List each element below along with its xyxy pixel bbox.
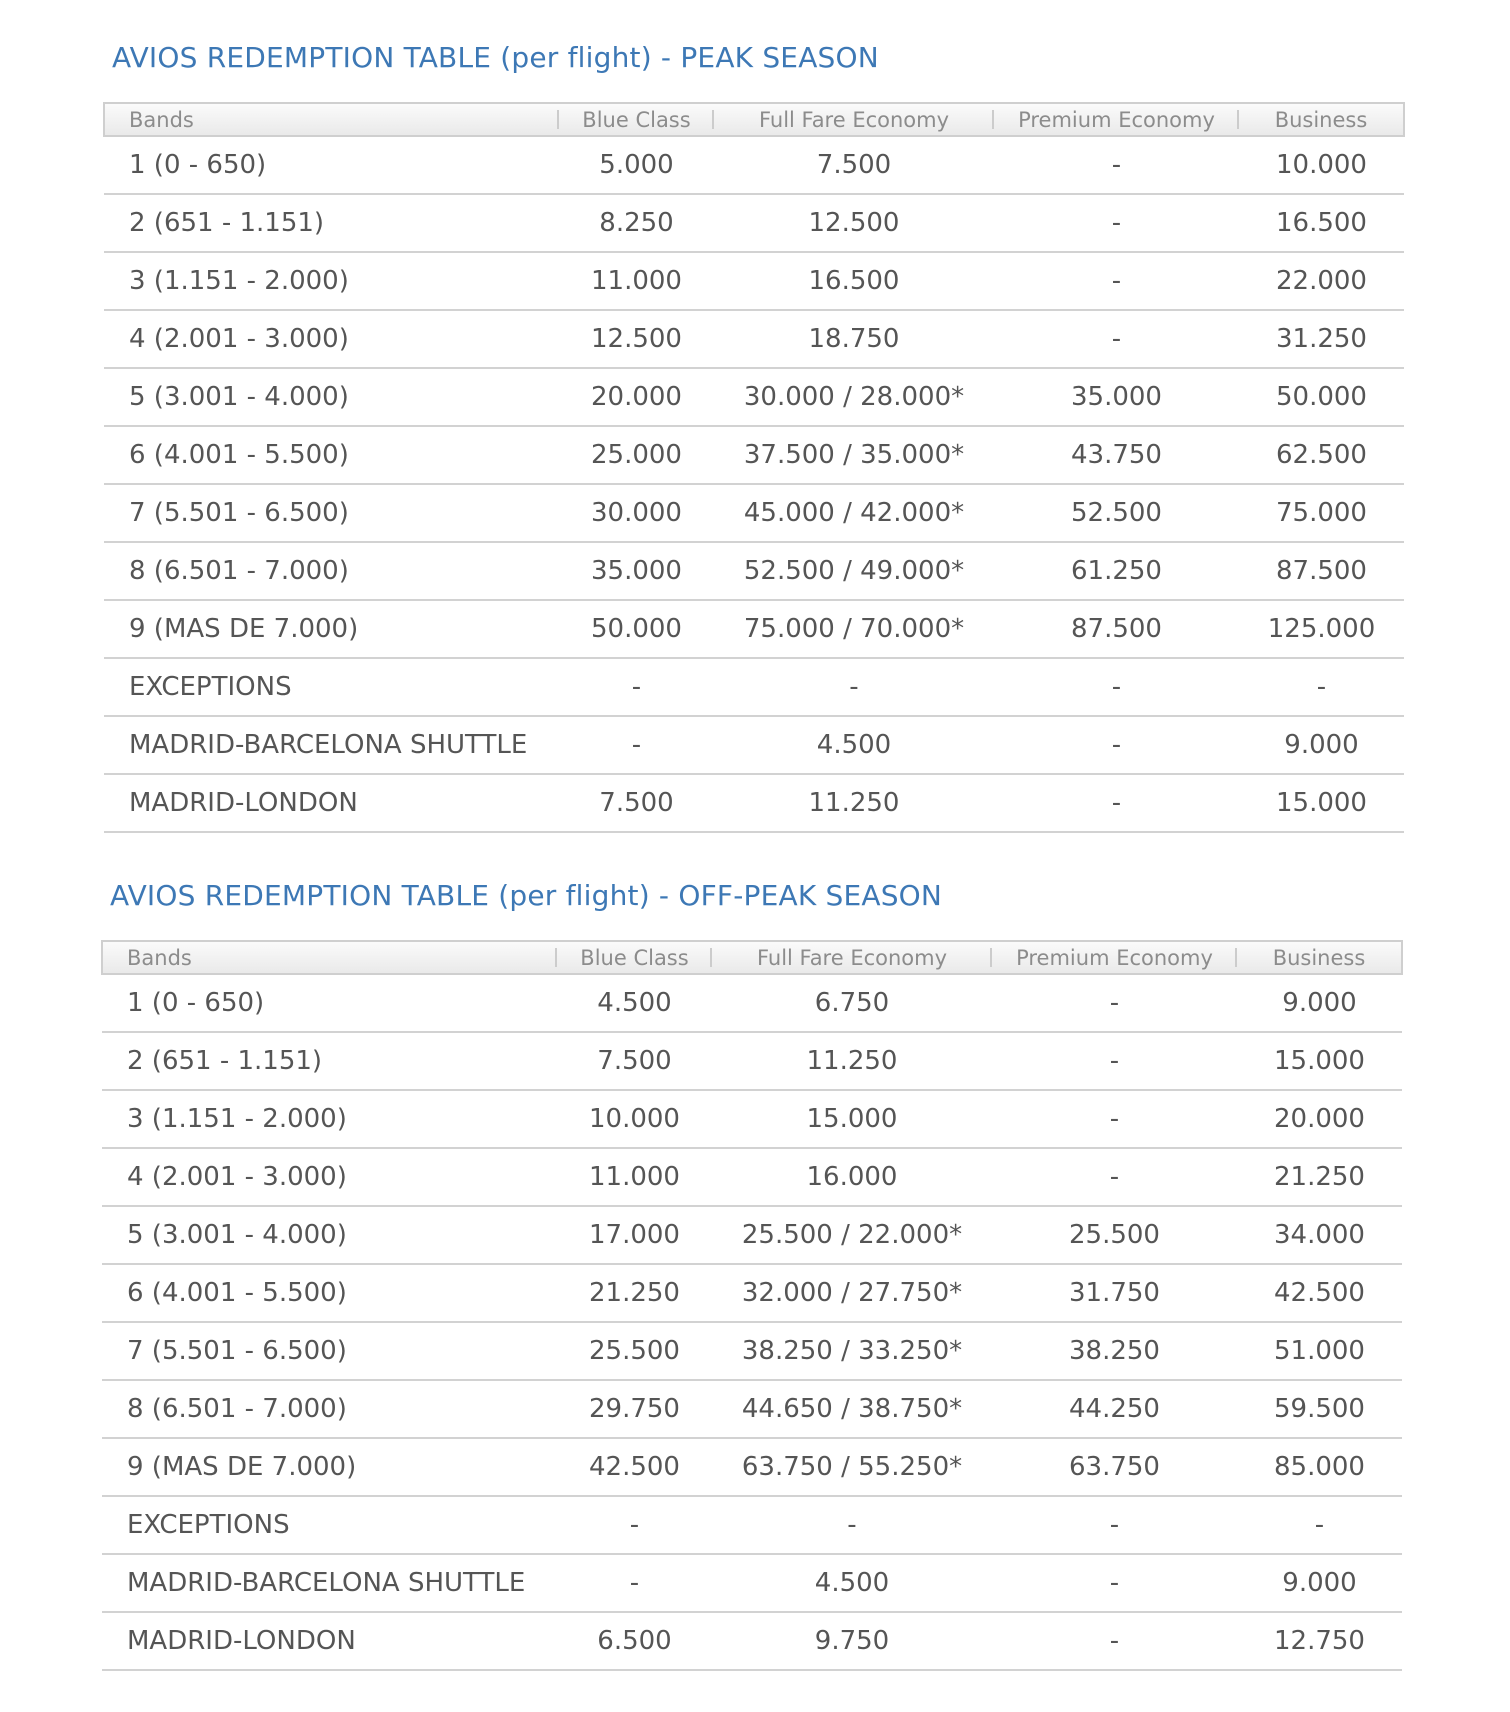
business-cell: 59.500	[1237, 1380, 1402, 1438]
full-fare-economy-cell: 16.500	[714, 252, 994, 310]
premium-economy-cell: 44.250	[992, 1380, 1237, 1438]
peak-season-section	[103, 36, 1403, 818]
business-cell: -	[1237, 1496, 1402, 1554]
full-fare-economy-cell: 30.000 / 28.000*	[714, 368, 994, 426]
column-header-bands: Bands	[102, 941, 557, 974]
band-cell: 6 (4.001 - 5.500)	[102, 1264, 557, 1322]
band-cell: EXCEPTIONS	[104, 658, 559, 716]
table-header-row	[102, 941, 1402, 974]
business-cell: 12.750	[1237, 1612, 1402, 1670]
table-row	[102, 1380, 1402, 1438]
blue-class-cell: 25.000	[559, 426, 714, 484]
full-fare-economy-cell: 11.250	[714, 774, 994, 832]
full-fare-economy-cell: 18.750	[714, 310, 994, 368]
full-fare-economy-cell: 16.000	[712, 1148, 992, 1206]
table-row	[102, 1322, 1402, 1380]
premium-economy-cell: 38.250	[992, 1322, 1237, 1380]
band-cell: 1 (0 - 650)	[104, 136, 559, 194]
band-cell: 8 (6.501 - 7.000)	[102, 1380, 557, 1438]
business-cell: 16.500	[1239, 194, 1404, 252]
table-row	[102, 1206, 1402, 1264]
full-fare-economy-cell: 32.000 / 27.750*	[712, 1264, 992, 1322]
blue-class-cell: 20.000	[559, 368, 714, 426]
blue-class-cell: -	[557, 1554, 712, 1612]
full-fare-economy-cell: 44.650 / 38.750*	[712, 1380, 992, 1438]
blue-class-cell: 4.500	[557, 974, 712, 1032]
band-cell: 4 (2.001 - 3.000)	[104, 310, 559, 368]
full-fare-economy-cell: 12.500	[714, 194, 994, 252]
full-fare-economy-cell: 45.000 / 42.000*	[714, 484, 994, 542]
band-cell: 7 (5.501 - 6.500)	[104, 484, 559, 542]
full-fare-economy-cell: 6.750	[712, 974, 992, 1032]
business-cell: 21.250	[1237, 1148, 1402, 1206]
full-fare-economy-cell: 11.250	[712, 1032, 992, 1090]
business-cell: 42.500	[1237, 1264, 1402, 1322]
table-row	[102, 1032, 1402, 1090]
blue-class-cell: 29.750	[557, 1380, 712, 1438]
band-cell: 9 (MAS DE 7.000)	[104, 600, 559, 658]
band-cell: 8 (6.501 - 7.000)	[104, 542, 559, 600]
premium-economy-cell: -	[994, 136, 1239, 194]
off-peak-season-section	[101, 874, 1401, 1656]
blue-class-cell: 12.500	[559, 310, 714, 368]
table-row	[104, 484, 1404, 542]
premium-economy-cell: -	[992, 1612, 1237, 1670]
band-cell: 9 (MAS DE 7.000)	[102, 1438, 557, 1496]
full-fare-economy-cell: 15.000	[712, 1090, 992, 1148]
off-peak-season-table	[101, 940, 1403, 1671]
full-fare-economy-cell: 37.500 / 35.000*	[714, 426, 994, 484]
blue-class-cell: 6.500	[557, 1612, 712, 1670]
full-fare-economy-cell: 25.500 / 22.000*	[712, 1206, 992, 1264]
band-cell: MADRID-LONDON	[102, 1612, 557, 1670]
business-cell: 15.000	[1239, 774, 1404, 832]
band-cell: MADRID-LONDON	[104, 774, 559, 832]
premium-economy-cell: -	[992, 1554, 1237, 1612]
table-row	[102, 974, 1402, 1032]
full-fare-economy-cell: 7.500	[714, 136, 994, 194]
business-cell: 31.250	[1239, 310, 1404, 368]
premium-economy-cell: -	[992, 974, 1237, 1032]
table-row	[104, 426, 1404, 484]
column-header-blue-class: Blue Class	[559, 103, 714, 136]
full-fare-economy-cell: 63.750 / 55.250*	[712, 1438, 992, 1496]
band-cell: 6 (4.001 - 5.500)	[104, 426, 559, 484]
full-fare-economy-cell: 9.750	[712, 1612, 992, 1670]
column-header-blue-class: Blue Class	[557, 941, 712, 974]
band-cell: MADRID-BARCELONA SHUTTLE	[104, 716, 559, 774]
table-row	[102, 1090, 1402, 1148]
premium-economy-cell: 43.750	[994, 426, 1239, 484]
premium-economy-cell: -	[992, 1090, 1237, 1148]
column-header-premium-economy: Premium Economy	[994, 103, 1239, 136]
blue-class-cell: 10.000	[557, 1090, 712, 1148]
premium-economy-cell: -	[994, 252, 1239, 310]
premium-economy-cell: -	[992, 1032, 1237, 1090]
premium-economy-cell: -	[994, 658, 1239, 716]
table-row	[102, 1264, 1402, 1322]
business-cell: 51.000	[1237, 1322, 1402, 1380]
business-cell: 9.000	[1237, 1554, 1402, 1612]
band-cell: 2 (651 - 1.151)	[104, 194, 559, 252]
table-row	[104, 136, 1404, 194]
band-cell: MADRID-BARCELONA SHUTTLE	[102, 1554, 557, 1612]
business-cell: -	[1239, 658, 1404, 716]
blue-class-cell: -	[557, 1496, 712, 1554]
blue-class-cell: 30.000	[559, 484, 714, 542]
blue-class-cell: 21.250	[557, 1264, 712, 1322]
table-row	[102, 1612, 1402, 1670]
band-cell: 5 (3.001 - 4.000)	[102, 1206, 557, 1264]
full-fare-economy-cell: 38.250 / 33.250*	[712, 1322, 992, 1380]
premium-economy-cell: -	[992, 1148, 1237, 1206]
full-fare-economy-cell: 4.500	[714, 716, 994, 774]
table-row	[102, 1554, 1402, 1612]
blue-class-cell: -	[559, 658, 714, 716]
peak-season-table	[103, 102, 1405, 833]
table-row	[104, 310, 1404, 368]
table-row	[102, 1496, 1402, 1554]
business-cell: 15.000	[1237, 1032, 1402, 1090]
premium-economy-cell: 63.750	[992, 1438, 1237, 1496]
table-row	[104, 658, 1404, 716]
column-header-bands: Bands	[104, 103, 559, 136]
premium-economy-cell: -	[994, 716, 1239, 774]
full-fare-economy-cell: -	[712, 1496, 992, 1554]
band-cell: 7 (5.501 - 6.500)	[102, 1322, 557, 1380]
premium-economy-cell: 52.500	[994, 484, 1239, 542]
band-cell: 2 (651 - 1.151)	[102, 1032, 557, 1090]
business-cell: 62.500	[1239, 426, 1404, 484]
premium-economy-cell: -	[992, 1496, 1237, 1554]
business-cell: 75.000	[1239, 484, 1404, 542]
premium-economy-cell: 31.750	[992, 1264, 1237, 1322]
band-cell: 3 (1.151 - 2.000)	[104, 252, 559, 310]
business-cell: 125.000	[1239, 600, 1404, 658]
business-cell: 10.000	[1239, 136, 1404, 194]
business-cell: 22.000	[1239, 252, 1404, 310]
business-cell: 85.000	[1237, 1438, 1402, 1496]
premium-economy-cell: 61.250	[994, 542, 1239, 600]
column-header-business: Business	[1237, 941, 1402, 974]
table-row	[102, 1148, 1402, 1206]
table-row	[104, 774, 1404, 832]
blue-class-cell: 42.500	[557, 1438, 712, 1496]
business-cell: 34.000	[1237, 1206, 1402, 1264]
blue-class-cell: 8.250	[559, 194, 714, 252]
blue-class-cell: 5.000	[559, 136, 714, 194]
blue-class-cell: 11.000	[557, 1148, 712, 1206]
full-fare-economy-cell: -	[714, 658, 994, 716]
premium-economy-cell: -	[994, 774, 1239, 832]
band-cell: 5 (3.001 - 4.000)	[104, 368, 559, 426]
column-header-full-fare-economy: Full Fare Economy	[714, 103, 994, 136]
business-cell: 9.000	[1239, 716, 1404, 774]
business-cell: 20.000	[1237, 1090, 1402, 1148]
business-cell: 9.000	[1237, 974, 1402, 1032]
blue-class-cell: 35.000	[559, 542, 714, 600]
band-cell: 4 (2.001 - 3.000)	[102, 1148, 557, 1206]
business-cell: 50.000	[1239, 368, 1404, 426]
column-header-business: Business	[1239, 103, 1404, 136]
table-row	[104, 368, 1404, 426]
blue-class-cell: 7.500	[559, 774, 714, 832]
blue-class-cell: 11.000	[559, 252, 714, 310]
off-peak-season-title: AVIOS REDEMPTION TABLE (per flight) - OFF-PEAK SEASON	[110, 879, 943, 912]
premium-economy-cell: -	[994, 310, 1239, 368]
band-cell: 3 (1.151 - 2.000)	[102, 1090, 557, 1148]
table-row	[104, 194, 1404, 252]
blue-class-cell: 7.500	[557, 1032, 712, 1090]
table-row	[104, 252, 1404, 310]
blue-class-cell: 17.000	[557, 1206, 712, 1264]
band-cell: EXCEPTIONS	[102, 1496, 557, 1554]
full-fare-economy-cell: 4.500	[712, 1554, 992, 1612]
business-cell: 87.500	[1239, 542, 1404, 600]
band-cell: 1 (0 - 650)	[102, 974, 557, 1032]
table-header-row	[104, 103, 1404, 136]
blue-class-cell: -	[559, 716, 714, 774]
peak-season-title: AVIOS REDEMPTION TABLE (per flight) - PEAK SEASON	[112, 41, 879, 74]
table-row	[104, 600, 1404, 658]
column-header-full-fare-economy: Full Fare Economy	[712, 941, 992, 974]
premium-economy-cell: 87.500	[994, 600, 1239, 658]
table-row	[104, 542, 1404, 600]
premium-economy-cell: 35.000	[994, 368, 1239, 426]
table-row	[102, 1438, 1402, 1496]
premium-economy-cell: -	[994, 194, 1239, 252]
table-row	[104, 716, 1404, 774]
full-fare-economy-cell: 75.000 / 70.000*	[714, 600, 994, 658]
blue-class-cell: 50.000	[559, 600, 714, 658]
blue-class-cell: 25.500	[557, 1322, 712, 1380]
column-header-premium-economy: Premium Economy	[992, 941, 1237, 974]
full-fare-economy-cell: 52.500 / 49.000*	[714, 542, 994, 600]
premium-economy-cell: 25.500	[992, 1206, 1237, 1264]
